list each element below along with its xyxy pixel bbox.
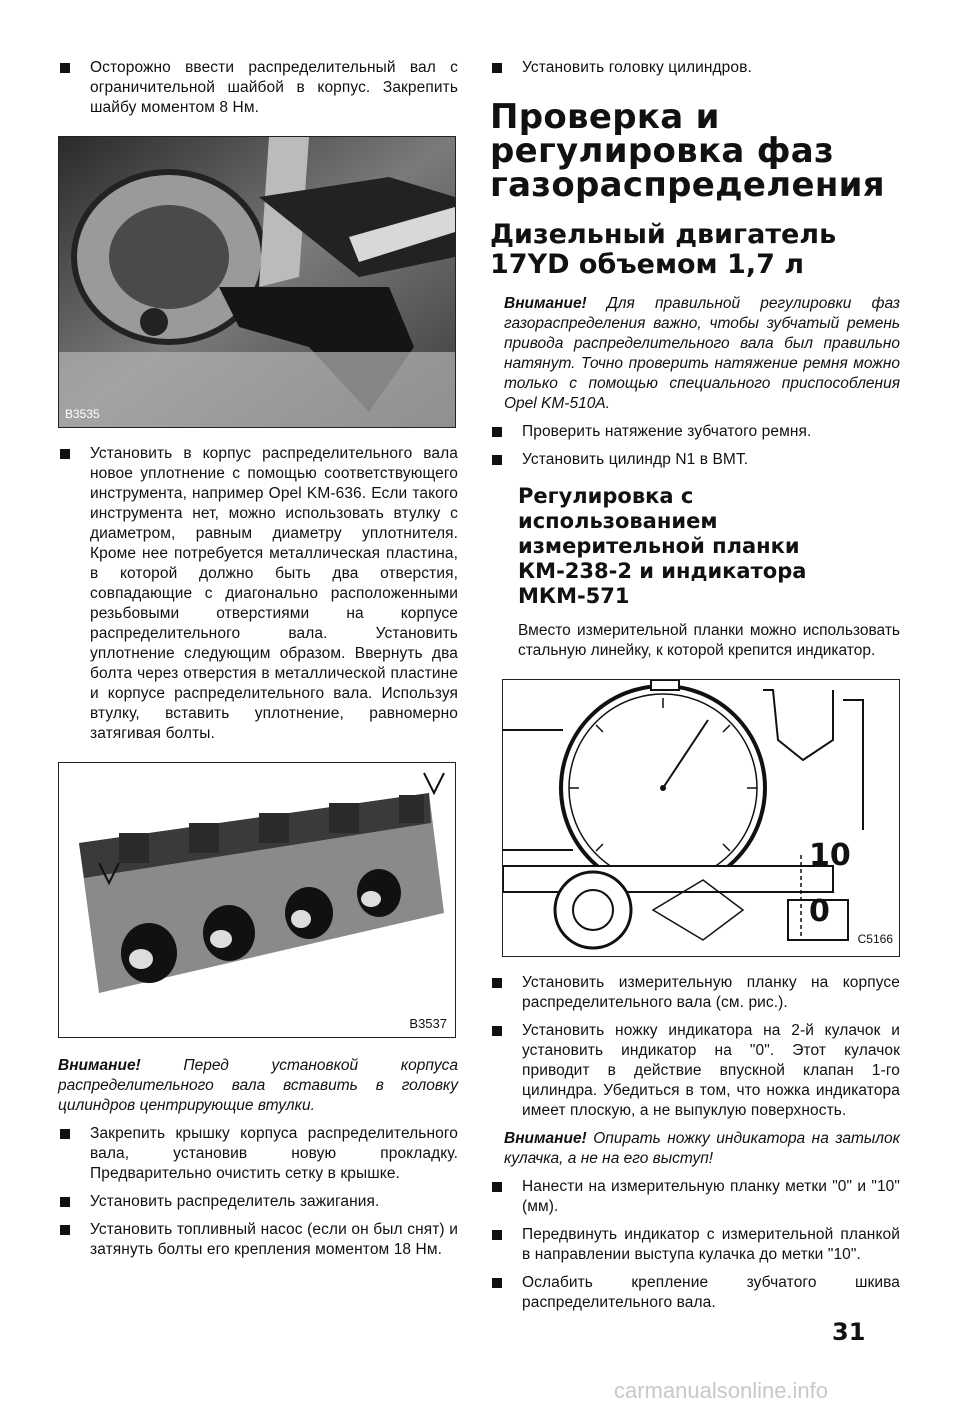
page-number: 31 [832, 1318, 866, 1346]
list-item: Установить топливный насос (если он был снят) и затянуть болты его крепления моментом 18 Нм. [58, 1220, 458, 1260]
warning-label: Внимание! [58, 1057, 141, 1074]
list-item: Нанести на измерительную планку метки "0" и "10" (мм). [490, 1177, 900, 1217]
paragraph: Вместо измерительной планки можно использовать стальную линейку, к которой крепится индикатор. [518, 622, 900, 659]
section-title: Дизельный двигатель 17YD объемом 1,7 л [490, 219, 837, 280]
warning-note [504, 294, 900, 414]
figure-label: B3535 [65, 407, 100, 421]
warning-text: Перед установкой корпуса распределительного вала вставить в головку цилиндров центрирующие втулки. [58, 1057, 458, 1114]
watermark: carmanualsonline.info [614, 1378, 829, 1403]
figure-label: B3537 [409, 1016, 447, 1031]
list-item: Установить цилиндр N1 в ВМТ. [490, 450, 900, 470]
cylinder-head-illustration [59, 763, 455, 1037]
list-item: Закрепить крышку корпуса распределительного вала, установив новую прокладку. Предварительно очистить сетку в крышке. [58, 1124, 458, 1184]
list-item: Установить в корпус распределительного вала новое уплотнение с помощью соответствующего инструмента, например Opel KM-636. Если такого инструмента нет, можно использовать втулку с диаметром, равным диаметру уплотнителя. Кроме нее потребуется металлическая пластина, в которой должно быть два отверстия, совпадающие с диагонально расположенными резьбовыми отверстиями на корпусе распределительного вала. Установить уплотнение следующим образом. Ввернуть два болта через отверстия в металлической пластине и корпусе распределительного вала. Используя втулку, вставить уплотнение, равномерно затягивая болты. [58, 444, 458, 744]
list-item: Проверить натяжение зубчатого ремня. [490, 422, 900, 442]
dial-indicator-diagram [503, 680, 899, 956]
page-title: Проверка и регулировка фаз газораспределения [490, 97, 885, 205]
warning-text: Для правильной регулировки фаз газораспределения важно, чтобы зубчатый ремень привода распределительного вала был правильно натянут. Точно проверить натяжение ремня можно только с помощью специального приспособления Opel KM-510A. [504, 295, 900, 412]
list-item: Передвинуть индикатор с измерительной планкой в направлении выступа кулачка до метки "10". [490, 1225, 900, 1265]
warning-note [58, 1056, 458, 1116]
figure-cylinder-head-photo [58, 762, 456, 1038]
list-item: Ослабить крепление зубчатого шкива распределительного вала. [490, 1273, 900, 1313]
mark-0-label: 0 [809, 894, 830, 929]
list-item: Установить ножку индикатора на 2-й кулачок и установить индикатор на "0". Этот кулачок приводит в действие впускной клапан 1-го цилиндра. Убедиться в том, что ножка индикатора имеет плоскую, а не выпуклую поверхность. [490, 1021, 900, 1121]
list-item: Осторожно ввести распределительный вал с ограничительной шайбой в корпус. Закрепить шайбу моментом 8 Нм. [58, 58, 458, 118]
left-column [58, 58, 458, 1268]
subsection-title: Регулировка с использованием измерительной планки КМ-238-2 и индикатора МКМ-571 [518, 484, 807, 608]
warning-label: Внимание! [504, 295, 587, 312]
mark-10-label: 10 [809, 838, 851, 873]
right-column [490, 58, 900, 1321]
figure-dial-indicator [502, 679, 900, 957]
camshaft-photo-illustration [59, 137, 455, 427]
warning-text: Опирать ножку индикатора на затылок кулачка, а не на его выступ! [504, 1130, 900, 1167]
warning-label: Внимание! [504, 1130, 587, 1147]
warning-note [504, 1129, 900, 1169]
list-item: Установить распределитель зажигания. [58, 1192, 458, 1212]
figure-camshaft-photo [58, 136, 456, 428]
list-item: Установить измерительную планку на корпусе распределительного вала (см. рис.). [490, 973, 900, 1013]
figure-label: C5166 [857, 932, 893, 946]
list-item: Установить головку цилиндров. [490, 58, 900, 78]
